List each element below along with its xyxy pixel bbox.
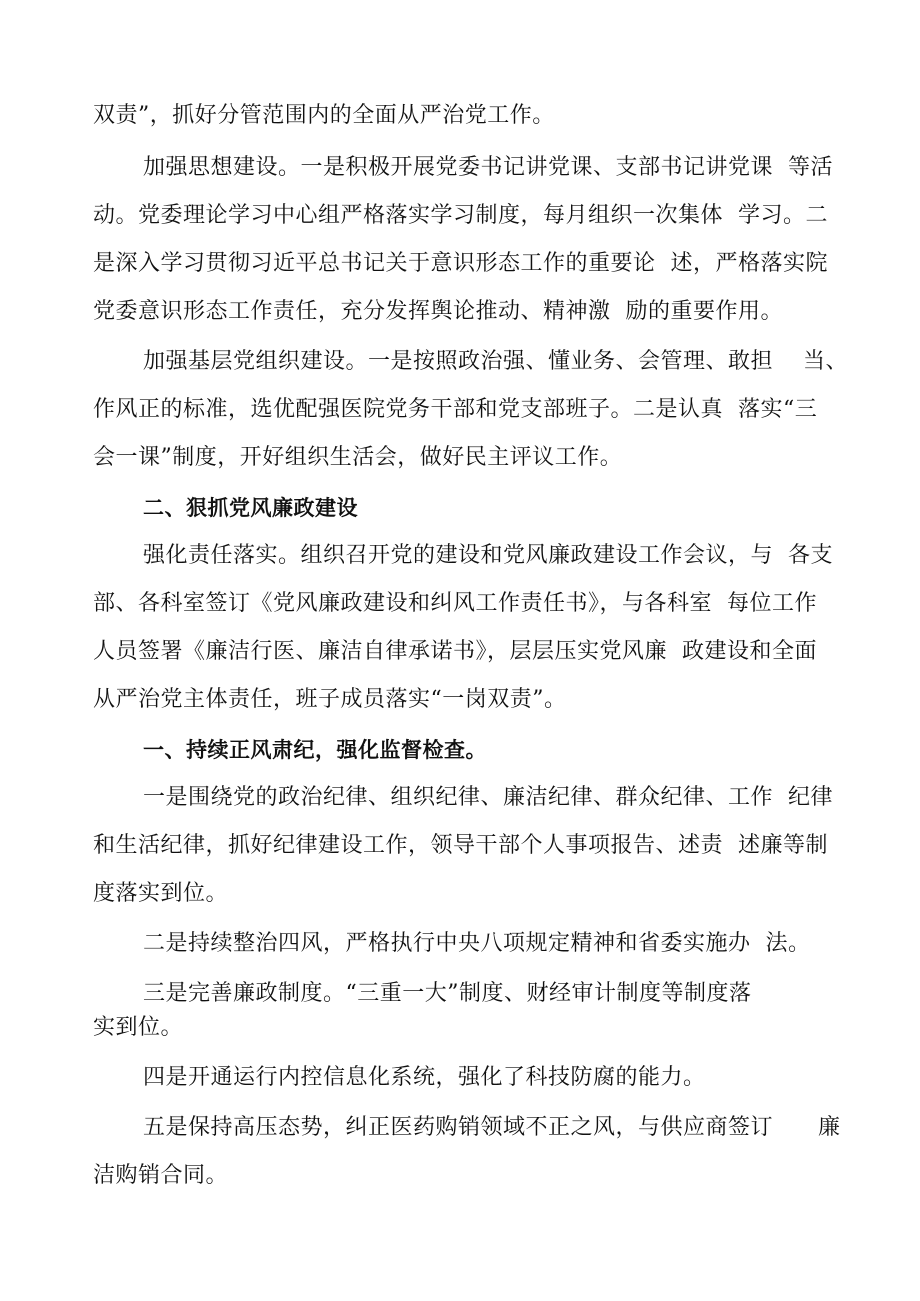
paragraph-first-line: 强化责任落实。组织召开党的建设和党风廉政建设工作会议，与 各支: [143, 543, 833, 568]
paragraph-first-line: 一是围绕党的政治纪律、组织纪律、廉洁纪律、群众纪律、工作 纪律: [143, 785, 833, 810]
paragraph-first-line: 加强基层党组织建设。一是按照政治强、懂业务、会管理、敢担 当、: [143, 349, 848, 374]
paragraph-first-line: 二是持续整治四风，严格执行中央八项规定精神和省委实施办 法。: [143, 931, 811, 956]
text-line: 度落实到位。: [93, 881, 229, 906]
text-line: 实到位。: [93, 1015, 184, 1040]
text-line: 部、各科室签订《党风廉政建设和纠风工作责任书》，与各科室 每位工作: [93, 591, 817, 616]
text-line: 是深入学习贯彻习近平总书记关于意识形态工作的重要论 述，严格落实院: [93, 251, 828, 276]
text-line: 党委意识形态工作责任，充分发挥舆论推动、精神激 励的重要作用。: [93, 299, 783, 324]
section-heading: 一、持续正风肃纪，强化监督检查。: [143, 738, 487, 762]
text-line: 双责”，抓好分管范围内的全面从严治党工作。: [93, 103, 555, 128]
section-heading: 二、狠抓党风廉政建设: [143, 496, 358, 520]
text-line: 洁购销合同。: [93, 1163, 229, 1188]
text-line: 作风正的标准，选优配强医院党务干部和党支部班子。二是认真 落实“三: [93, 397, 818, 422]
paragraph-first-line: 四是开通运行内控信息化系统，强化了科技防腐的能力。: [143, 1065, 706, 1090]
text-line: 会一课”制度，开好组织生活会，做好民主评议工作。: [93, 445, 623, 470]
paragraph-first-line: 加强思想建设。一是积极开展党委书记讲党课、支部书记讲党课 等活: [143, 155, 833, 180]
text-line: 动。党委理论学习中心组严格落实学习制度，每月组织一次集体 学习。二: [93, 203, 828, 228]
text-line: 人员签署《廉洁行医、廉洁自律承诺书》，层层压实党风廉 政建设和全面: [93, 639, 817, 664]
text-line: 从严治党主体责任，班子成员落实“一岗双责”。: [93, 687, 567, 712]
text-line: 和生活纪律，抓好纪律建设工作，领导干部个人事项报告、述责 述廉等制: [93, 833, 828, 858]
paragraph-first-line: 三是完善廉政制度。“三重一大”制度、财经审计制度等制度落: [143, 981, 752, 1006]
paragraph-first-line: 五是保持高压态势，纠正医药购销领域不正之风，与供应商签订 廉: [143, 1115, 841, 1140]
